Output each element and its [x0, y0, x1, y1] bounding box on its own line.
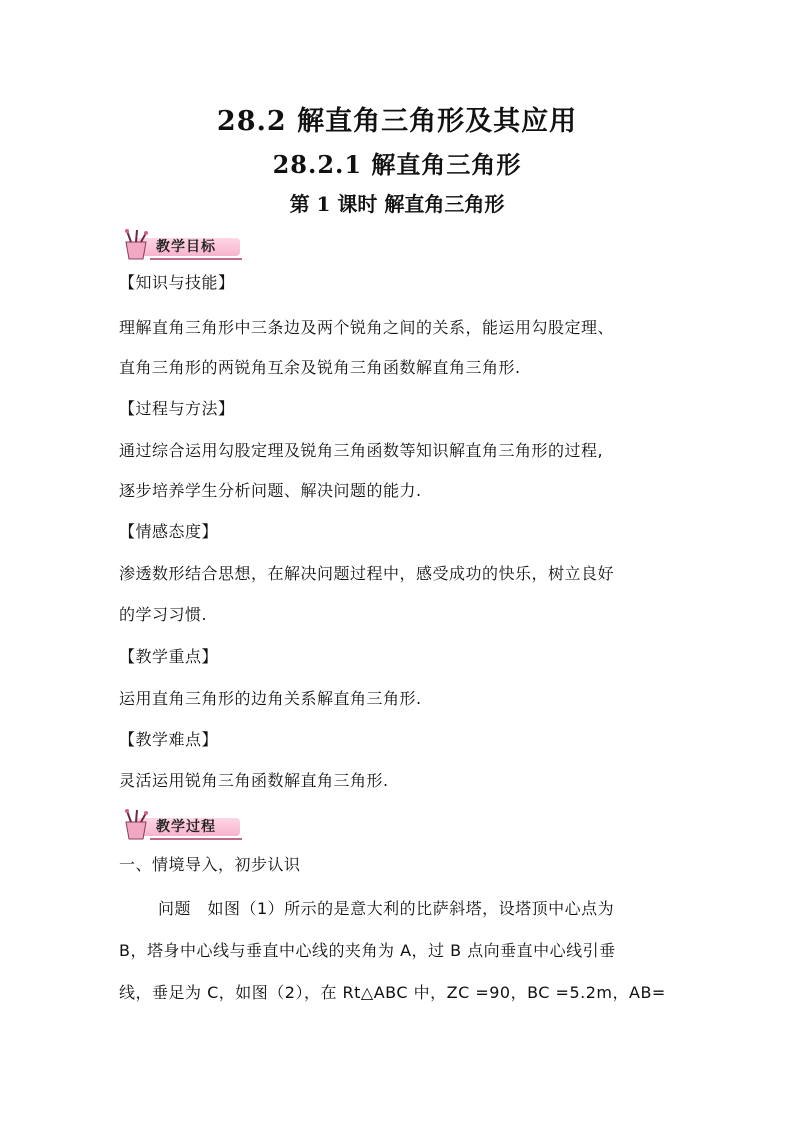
section-title: 28.2.1 解直角三角形 — [272, 150, 522, 179]
process-method-text: 通过综合运用勾股定理及锐角三角函数等知识解直角三角形的过程, — [119, 441, 604, 460]
problem-text: B，塔身中心线与垂直中心线的夹角为 A，过 B 点向垂直中心线引垂 — [119, 941, 616, 960]
banner-label: 教学过程 — [156, 819, 216, 835]
lesson-title: 第 1 课时 解直角三角形 — [289, 192, 505, 216]
difficulty-heading: 【教学难点】 — [119, 730, 219, 749]
difficulty-text: 灵活运用锐角三角函数解直角三角形. — [119, 771, 389, 790]
problem-text: 线，垂足为 C，如图（2），在 Rt△ABC 中，ZC =90，BC =5.2m，AB= — [119, 983, 666, 1002]
knowledge-text: 理解直角三角形中三条边及两个锐角之间的关系，能运用勾股定理、 — [119, 318, 615, 337]
step-heading: 一、情境导入，初步认识 — [119, 855, 301, 874]
emotion-text: 的学习习惯. — [119, 605, 208, 624]
knowledge-heading: 【知识与技能】 — [119, 273, 235, 292]
key-point-heading: 【教学重点】 — [119, 647, 219, 666]
emotion-heading: 【情感态度】 — [119, 522, 219, 541]
key-point-text: 运用直角三角形的边角关系解直角三角形. — [119, 689, 422, 708]
process-method-text: 逐步培养学生分析问题、解决问题的能力. — [119, 481, 422, 500]
objectives-banner — [118, 228, 242, 262]
emotion-text: 渗透数形结合思想，在解决问题过程中，感受成功的快乐，树立良好 — [119, 564, 615, 583]
pencil-cup-icon — [118, 228, 152, 262]
process-method-heading: 【过程与方法】 — [119, 399, 235, 418]
knowledge-text: 直角三角形的两锐角互余及锐角三角函数解直角三角形. — [119, 358, 521, 377]
problem-text: 问题 如图（1）所示的是意大利的比萨斜塔，设塔顶中心点为 — [158, 899, 615, 918]
page-title: 28.2 解直角三角形及其应用 — [216, 106, 578, 137]
process-banner — [118, 808, 242, 842]
pencil-cup-icon — [118, 808, 152, 842]
banner-label: 教学目标 — [156, 239, 216, 255]
